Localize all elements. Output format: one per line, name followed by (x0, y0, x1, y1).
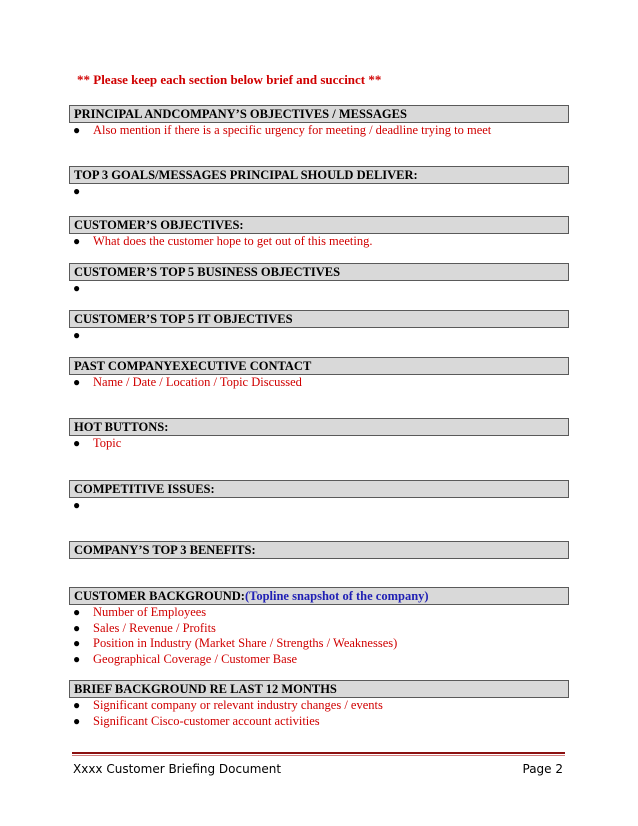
section (69, 166, 569, 200)
list-item (69, 621, 569, 637)
bullet-text: Number of Employees (93, 605, 207, 619)
bullet-list (69, 184, 569, 200)
section-title: PAST COMPANYEXECUTIVE CONTACT (74, 359, 312, 373)
bullet-icon: ● (73, 605, 81, 619)
list-item (69, 698, 569, 714)
list-item (69, 714, 569, 730)
section-header (69, 105, 569, 123)
section-title: COMPANY’S TOP 3 BENEFITS: (74, 543, 256, 557)
footer-rule-accent (72, 755, 565, 756)
list-item (69, 605, 569, 621)
bullet-list (69, 123, 569, 139)
bullet-list (69, 498, 569, 514)
section-note: (Topline snapshot of the company) (244, 589, 429, 603)
section-title: HOT BUTTONS: (74, 420, 169, 434)
bullet-text: Position in Industry (Market Share / Strengths / Weaknesses) (93, 636, 398, 650)
section-header (69, 541, 569, 559)
bullet-text: Significant Cisco-customer account activities (93, 713, 320, 728)
bullet-list (69, 698, 569, 729)
list-item (69, 234, 569, 250)
list-item (69, 375, 569, 391)
section-title: CUSTOMER’S OBJECTIVES: (74, 218, 244, 232)
section-title: COMPETITIVE ISSUES: (74, 482, 215, 496)
section-header (69, 166, 569, 184)
list-item (69, 652, 569, 668)
section (69, 680, 569, 729)
bullet-list (69, 328, 569, 344)
bullet-text: Name / Date / Location / Topic Discussed (93, 375, 302, 389)
bullet-icon: ● (73, 328, 81, 342)
bullet-icon: ● (73, 620, 81, 635)
section (69, 480, 569, 514)
bullet-text: Also mention if there is a specific urgency for meeting / deadline trying to meet (93, 123, 492, 137)
section (69, 357, 569, 391)
section (69, 216, 569, 250)
list-item (69, 436, 569, 452)
section (69, 418, 569, 452)
bullet-list (69, 234, 569, 250)
list-item (69, 636, 569, 652)
section-header (69, 480, 569, 498)
section-title: BRIEF BACKGROUND RE LAST 12 MONTHS (74, 682, 337, 696)
section-header (69, 216, 569, 234)
bullet-text: What does the customer hope to get out of this meeting. (93, 234, 373, 248)
section (69, 587, 569, 667)
section (69, 105, 569, 139)
bullet-icon: ● (73, 651, 81, 666)
section (69, 263, 569, 297)
list-item (69, 123, 569, 139)
bullet-text: Geographical Coverage / Customer Base (93, 651, 298, 666)
bullet-list (69, 281, 569, 297)
footer-rule (72, 752, 565, 754)
bullet-icon: ● (73, 375, 81, 389)
bullet-list (69, 375, 569, 391)
section (69, 310, 569, 344)
bullet-icon: ● (73, 698, 81, 712)
section-title: CUSTOMER’S TOP 5 IT OBJECTIVES (74, 312, 293, 326)
section-title: CUSTOMER’S TOP 5 BUSINESS OBJECTIVES (74, 265, 341, 279)
bullet-icon: ● (73, 281, 81, 295)
section-header (69, 680, 569, 698)
bullet-icon: ● (73, 436, 81, 450)
bullet-icon: ● (73, 498, 81, 512)
bullet-icon: ● (73, 184, 81, 198)
bullet-icon: ● (73, 234, 81, 248)
bullet-list (69, 436, 569, 452)
bullet-text: Significant company or relevant industry changes / events (93, 698, 383, 712)
bullet-text: Topic (93, 436, 122, 450)
list-item (69, 281, 569, 297)
footer-document-title: Xxxx Customer Briefing Document (73, 762, 282, 776)
section-header (69, 263, 569, 281)
list-item (69, 184, 569, 200)
section-header (69, 310, 569, 328)
list-item (69, 498, 569, 514)
section-header (69, 357, 569, 375)
bullet-icon: ● (73, 713, 81, 728)
section-title: PRINCIPAL ANDCOMPANY’S OBJECTIVES / MESSAGES (74, 107, 407, 121)
section-header (69, 418, 569, 436)
section-title: TOP 3 GOALS/MESSAGES PRINCIPAL SHOULD DELIVER: (74, 168, 418, 182)
bullet-icon: ● (73, 123, 81, 137)
footer-page-number: Page 2 (522, 762, 563, 776)
bullet-text: Sales / Revenue / Profits (93, 620, 216, 635)
section-title: CUSTOMER BACKGROUND: (74, 589, 245, 603)
instruction-note: ** Please keep each section below brief and succinct ** (77, 72, 382, 87)
bullet-icon: ● (73, 636, 81, 650)
section (69, 541, 569, 559)
section-header (69, 587, 569, 605)
bullet-list (69, 605, 569, 667)
list-item (69, 328, 569, 344)
